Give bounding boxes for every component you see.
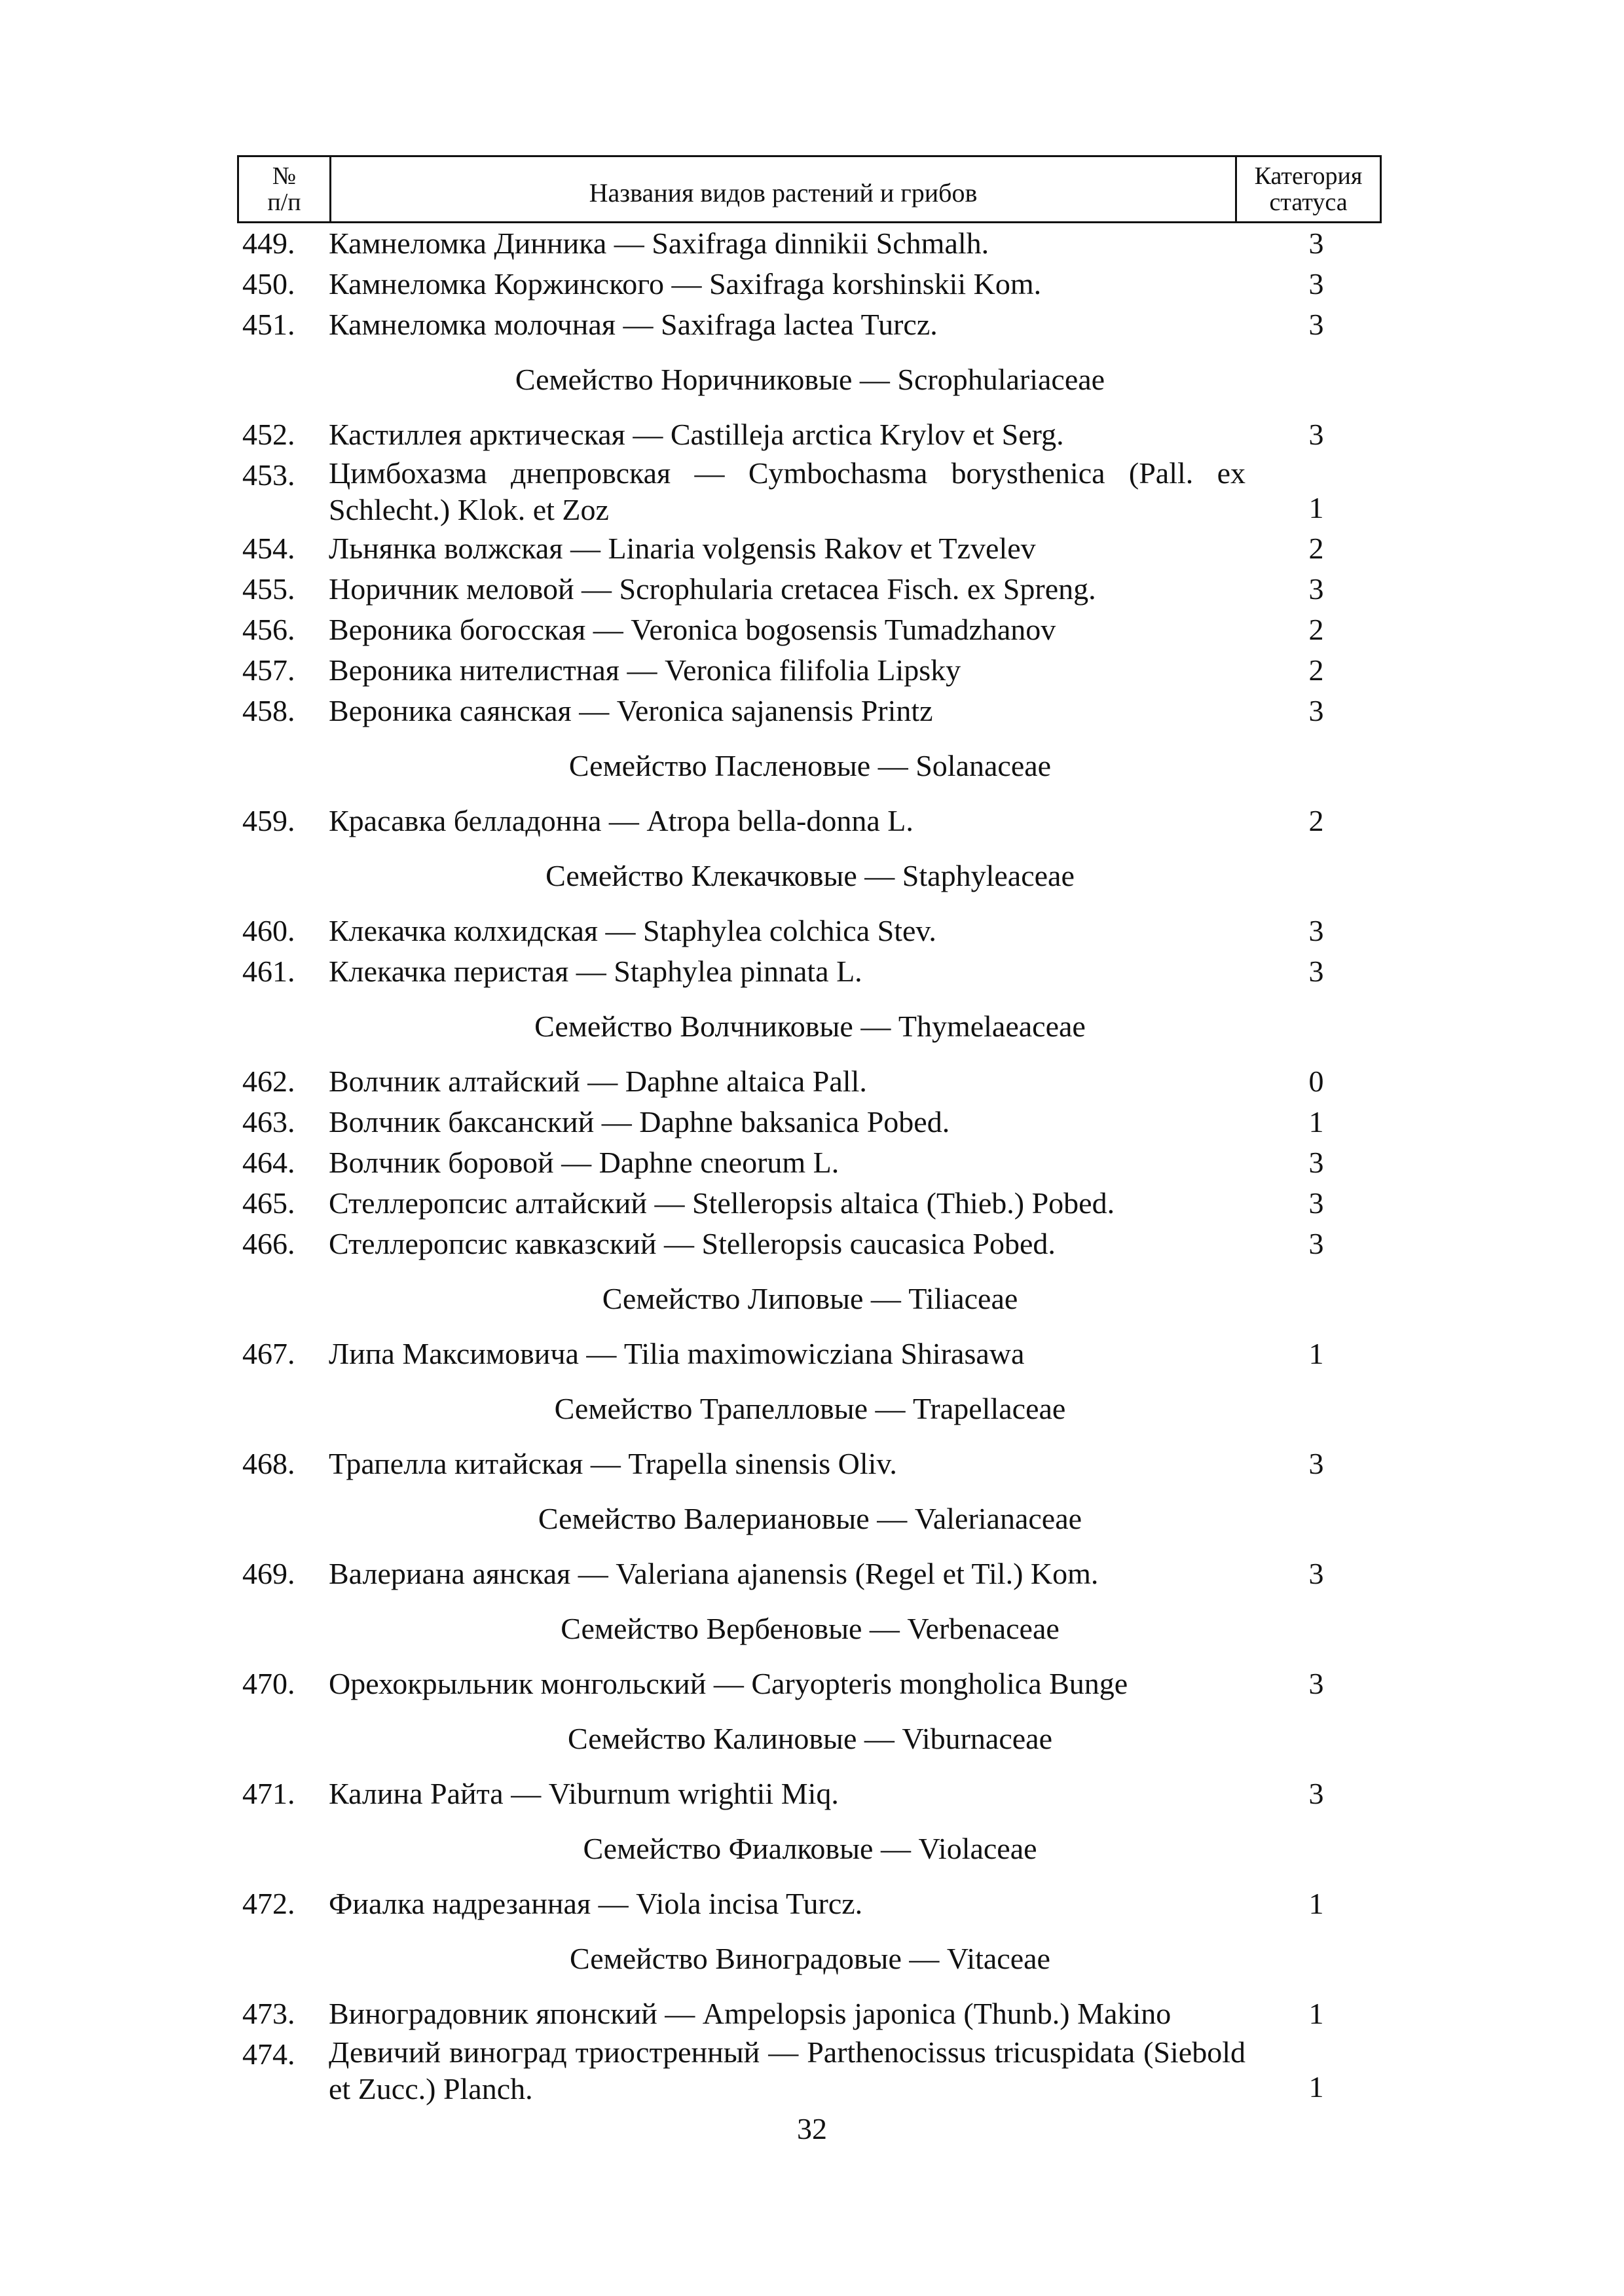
species-name: Волчник алтайский — Daphne altaica Pall. — [329, 1065, 867, 1098]
row-number: 462. — [242, 1065, 295, 1098]
header-category-column — [1235, 157, 1380, 221]
row-number: 461. — [242, 955, 295, 988]
row-number: 464. — [242, 1146, 295, 1179]
species-name: Валериана аянская — Valeriana ajanensis (Regel et Til.) Kom. — [329, 1557, 1099, 1590]
family-heading: Семейство Норичниковые — Scrophulariaceae — [515, 363, 1105, 396]
species-name: Фиалка надрезанная — Viola incisa Turcz. — [329, 1887, 863, 1920]
family-heading: Семейство Пасленовые — Solanaceae — [568, 749, 1052, 782]
family-heading: Семейство Вербеновые — Verbenaceae — [561, 1612, 1060, 1645]
header-name-label: Названия видов растений и грибов — [589, 177, 978, 208]
table-row — [0, 1884, 1624, 1924]
header-category-label-line2: статуса — [1269, 189, 1348, 216]
row-number: 456. — [242, 613, 295, 646]
row-number: 460. — [242, 914, 295, 947]
status-category: 3 — [1308, 1447, 1324, 1480]
status-category: 3 — [1308, 308, 1324, 341]
species-name: Камнеломка Коржинского — Saxifraga korshinskii Kom. — [329, 267, 1042, 301]
family-heading: Семейство Валериановые — Valerianaceae — [538, 1502, 1082, 1535]
species-name: Виноградовник японский — Ampelopsis japonica (Thunb.) Makino — [329, 1997, 1172, 2030]
table-row — [0, 801, 1624, 841]
row-number: 449. — [242, 227, 295, 260]
status-category: 2 — [1308, 804, 1324, 837]
table-row — [0, 1774, 1624, 1814]
species-name: Вероника саянская — Veronica sajanensis Printz — [329, 694, 933, 727]
status-category: 0 — [1308, 1065, 1324, 1098]
page-number: 32 — [797, 2112, 827, 2145]
species-name: Льнянка волжская — Linaria volgensis Rakov et Tzvelev — [329, 532, 1036, 565]
table-header — [237, 155, 1382, 223]
table-row — [0, 911, 1624, 951]
species-name: Стеллеропсис кавказский — Stelleropsis caucasica Pobed. — [329, 1227, 1056, 1260]
species-name: Трапелла китайская — Trapella sinensis Oliv. — [329, 1447, 897, 1480]
status-category: 3 — [1308, 267, 1324, 301]
species-name: Клекачка перистая — Staphylea pinnata L. — [329, 955, 862, 988]
table-row — [0, 455, 1624, 528]
species-name: Стеллеропсис алтайский — Stelleropsis altaica (Thieb.) Pobed. — [329, 1186, 1115, 1220]
species-name: Орехокрыльник монгольский — Caryopteris mongholica Bunge — [329, 1667, 1128, 1700]
row-number: 474. — [242, 2037, 295, 2071]
row-number: 457. — [242, 653, 295, 687]
status-category: 2 — [1308, 532, 1324, 565]
family-heading: Семейство Волчниковые — Thymelaeaceae — [534, 1010, 1086, 1043]
status-category: 3 — [1308, 227, 1324, 260]
species-name: Калина Райта — Viburnum wrightii Miq. — [329, 1777, 839, 1810]
species-name: Вероника богосская — Veronica bogosensis Tumadzhanov — [329, 613, 1056, 646]
status-category: 2 — [1308, 613, 1324, 646]
species-name: Кастиллея арктическая — Castilleja arctica Krylov et Serg. — [329, 418, 1064, 451]
table-row — [0, 569, 1624, 610]
row-number: 455. — [242, 572, 295, 606]
status-category: 1 — [1308, 1997, 1324, 2030]
row-number: 466. — [242, 1227, 295, 1260]
species-name: Красавка белладонна — Atropa bella-donna L. — [329, 804, 913, 837]
status-category: 3 — [1308, 1667, 1324, 1700]
table-row — [0, 304, 1624, 345]
species-name: Клекачка колхидская — Staphylea colchica Stev. — [329, 914, 936, 947]
status-category: 3 — [1308, 418, 1324, 451]
row-number: 453. — [242, 458, 295, 492]
table-row — [0, 1224, 1624, 1264]
species-name: Цимбохазма днепровская — Cymbochasma borysthenica (Pall. ex Schlecht.) Klok. et Zoz — [329, 456, 1246, 526]
row-number: 471. — [242, 1777, 295, 1810]
row-number: 465. — [242, 1186, 295, 1220]
table-row — [0, 1444, 1624, 1484]
family-heading: Семейство Калиновые — Viburnaceae — [568, 1722, 1052, 1755]
species-list — [0, 223, 1624, 2107]
status-category: 1 — [1308, 1105, 1324, 1139]
table-row — [0, 2034, 1624, 2107]
table-row — [0, 1994, 1624, 2034]
table-row — [0, 223, 1624, 264]
status-category: 3 — [1308, 1557, 1324, 1590]
table-row — [0, 650, 1624, 691]
row-number: 472. — [242, 1887, 295, 1920]
row-number: 463. — [242, 1105, 295, 1139]
row-number: 459. — [242, 804, 295, 837]
header-number-label-line1: № — [272, 162, 297, 190]
row-number: 450. — [242, 267, 295, 301]
header-name-column — [331, 157, 1235, 221]
table-row — [0, 691, 1624, 731]
species-name: Липа Максимовича — Tilia maximowicziana Shirasawa — [329, 1337, 1025, 1370]
status-category: 3 — [1308, 1146, 1324, 1179]
status-category: 3 — [1308, 572, 1324, 606]
table-row — [0, 610, 1624, 650]
status-category: 1 — [1308, 1887, 1324, 1920]
row-number: 469. — [242, 1557, 295, 1590]
table-row — [0, 1142, 1624, 1183]
status-category: 3 — [1308, 1227, 1324, 1260]
table-row — [0, 264, 1624, 304]
family-heading: Семейство Липовые — Tiliaceae — [602, 1282, 1018, 1315]
table-row — [0, 1664, 1624, 1704]
row-number: 470. — [242, 1667, 295, 1700]
status-category: 2 — [1308, 653, 1324, 687]
species-name: Волчник баксанский — Daphne baksanica Pobed. — [329, 1105, 950, 1139]
status-category: 1 — [1308, 1337, 1324, 1370]
species-name: Девичий виноград триостренный — Parthenocissus tricuspidata (Siebold et Zucc.) Planch. — [329, 2035, 1246, 2105]
family-heading: Семейство Виноградовые — Vitaceae — [570, 1942, 1050, 1975]
row-number: 454. — [242, 532, 295, 565]
status-category: 3 — [1308, 955, 1324, 988]
row-number: 468. — [242, 1447, 295, 1480]
species-name: Вероника нителистная — Veronica filifolia Lipsky — [329, 653, 961, 687]
status-category: 1 — [1308, 2070, 1324, 2104]
table-row — [0, 951, 1624, 992]
row-number: 467. — [242, 1337, 295, 1370]
status-category: 1 — [1308, 491, 1324, 524]
species-name: Норичник меловой — Scrophularia cretacea Fisch. ex Spreng. — [329, 572, 1096, 606]
family-heading: Семейство Фиалковые — Violaceae — [583, 1832, 1037, 1865]
species-name: Камнеломка молочная — Saxifraga lactea Turcz. — [329, 308, 938, 341]
header-number-column — [239, 157, 331, 221]
row-number: 452. — [242, 418, 295, 451]
family-heading: Семейство Трапелловые — Trapellaceae — [554, 1392, 1066, 1425]
table-row — [0, 1102, 1624, 1142]
header-number-label-line2: п/п — [267, 189, 301, 216]
table-row — [0, 1554, 1624, 1594]
status-category: 3 — [1308, 1186, 1324, 1220]
row-number: 451. — [242, 308, 295, 341]
row-number: 458. — [242, 694, 295, 727]
status-category: 3 — [1308, 694, 1324, 727]
row-number: 473. — [242, 1997, 295, 2030]
species-name: Волчник боровой — Daphne cneorum L. — [329, 1146, 840, 1179]
species-name: Камнеломка Динника — Saxifraga dinnikii Schmalh. — [329, 227, 989, 260]
table-row — [0, 1183, 1624, 1224]
table-row — [0, 1061, 1624, 1102]
table-row — [0, 1334, 1624, 1374]
status-category: 3 — [1308, 1777, 1324, 1810]
header-category-label-line1: Категория — [1254, 162, 1363, 190]
table-row — [0, 414, 1624, 455]
family-heading: Семейство Клекачковые — Staphyleaceae — [545, 859, 1075, 892]
status-category: 3 — [1308, 914, 1324, 947]
table-row — [0, 528, 1624, 569]
